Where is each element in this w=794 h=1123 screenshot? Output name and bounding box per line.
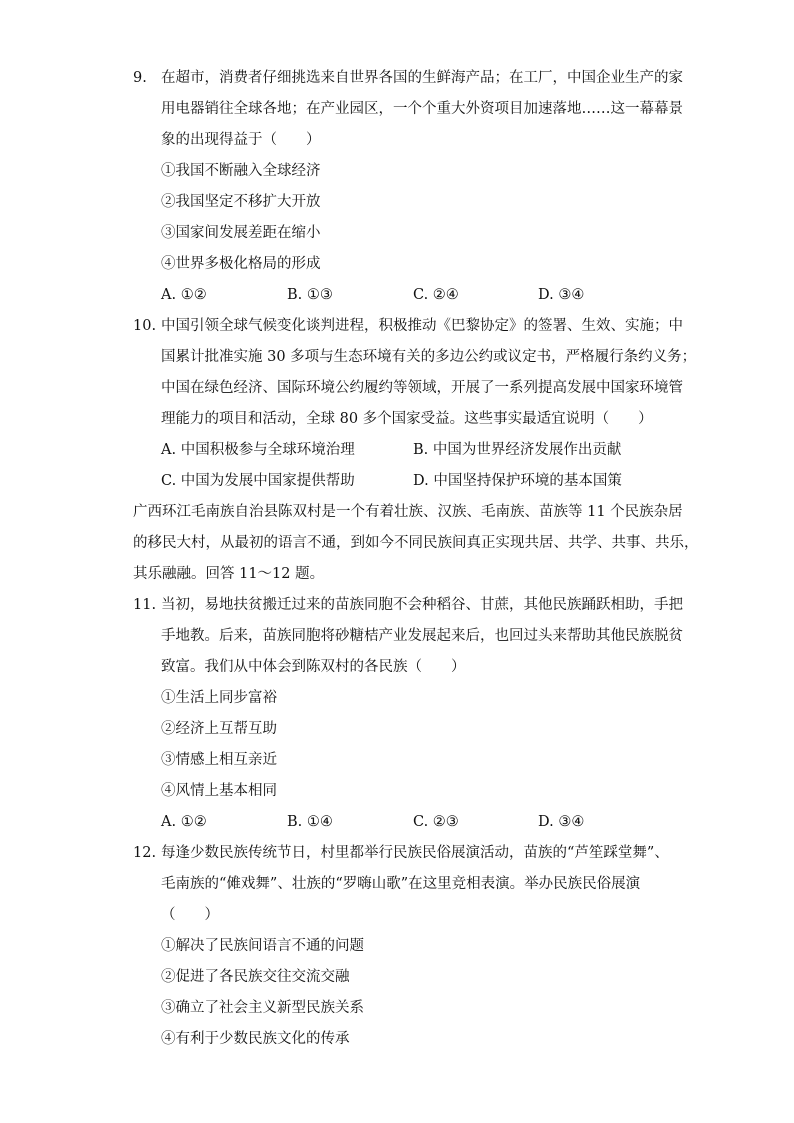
statement-1: ①生活上同步富裕 (161, 690, 277, 706)
option-b: B. ①④ (287, 814, 333, 830)
question-stem-line: （ ） (161, 907, 219, 923)
statement-1: ①解决了民族间语言不通的问题 (161, 938, 364, 954)
option-a: A. ①② (161, 287, 207, 303)
question-stem-line: 国累计批准实施 30 多项与生态环境有关的多边公约或议定书，严格履行条约义务； (161, 349, 697, 365)
option-c: C. ②③ (413, 814, 459, 830)
question-number: 11. (133, 597, 157, 613)
option-d: D. ③④ (538, 814, 585, 830)
statement-3: ③国家间发展差距在缩小 (161, 225, 321, 241)
statement-4: ④世界多极化格局的形成 (161, 256, 321, 272)
question-stem-line: 中国在绿色经济、国际环境公约履约等领域，开展了一系列提高发展中国家环境管 (161, 380, 683, 396)
question-stem-line: 手地教。后来，苗族同胞将砂糖桔产业发展起来后，也回过头来帮助其他民族脱贫 (161, 628, 683, 644)
option-c: C. 中国为发展中国家提供帮助 (161, 473, 355, 489)
question-stem-line: 象的出现得益于（ ） (161, 132, 321, 148)
option-a: A. 中国积极参与全球环境治理 (161, 442, 355, 458)
passage-line: 广西环江毛南族自治县陈双村是一个有着壮族、汉族、毛南族、苗族等 11 个民族杂居 (133, 504, 683, 520)
question-stem-line: 用电器销往全球各地；在产业园区，一个个重大外资项目加速落地……这一幕幕景 (161, 101, 683, 117)
statement-2: ②我国坚定不移扩大开放 (161, 194, 321, 210)
question-stem-line: 在超市，消费者仔细挑选来自世界各国的生鲜海产品；在工厂，中国企业生产的家 (161, 70, 683, 86)
option-b: B. 中国为世界经济发展作出贡献 (413, 442, 622, 458)
question-number: 12. (133, 845, 157, 861)
statement-1: ①我国不断融入全球经济 (161, 163, 321, 179)
statement-3: ③情感上相互亲近 (161, 752, 277, 768)
question-number: 9. (133, 70, 147, 86)
question-stem-line: 中国引领全球气候变化谈判进程，积极推动《巴黎协定》的签署、生效、实施；中 (161, 318, 683, 334)
option-b: B. ①③ (287, 287, 333, 303)
question-stem-line: 理能力的项目和活动，全球 80 多个国家受益。这些事实最适宜说明（ ） (161, 411, 653, 427)
question-stem-line: 毛南族的“傩戏舞”、壮族的“罗嗨山歌”在这里竞相表演。举办民族民俗展演 (161, 876, 641, 892)
statement-2: ②促进了各民族交往交流交融 (161, 969, 350, 985)
statement-3: ③确立了社会主义新型民族关系 (161, 1000, 364, 1016)
option-d: D. ③④ (538, 287, 585, 303)
statement-4: ④有利于少数民族文化的传承 (161, 1031, 350, 1047)
question-number: 10. (133, 318, 157, 334)
statement-2: ②经济上互帮互助 (161, 721, 277, 737)
passage-line: 的移民大村，从最初的语言不通，到如今不同民族间真正实现共居、共学、共事、共乐， (133, 535, 699, 551)
option-c: C. ②④ (413, 287, 459, 303)
question-stem-line: 当初，易地扶贫搬迁过来的苗族同胞不会种稻谷、甘蔗，其他民族踊跃相助，手把 (161, 597, 683, 613)
statement-4: ④风情上基本相同 (161, 783, 277, 799)
option-a: A. ①② (161, 814, 207, 830)
question-stem-line: 每逢少数民族传统节日，村里都举行民族民俗展演活动，苗族的“芦笙踩堂舞”、 (161, 845, 669, 861)
option-d: D. 中国坚持保护环境的基本国策 (413, 473, 622, 489)
passage-line: 其乐融融。回答 11～12 题。 (133, 566, 325, 582)
question-stem-line: 致富。我们从中体会到陈双村的各民族（ ） (161, 659, 466, 675)
